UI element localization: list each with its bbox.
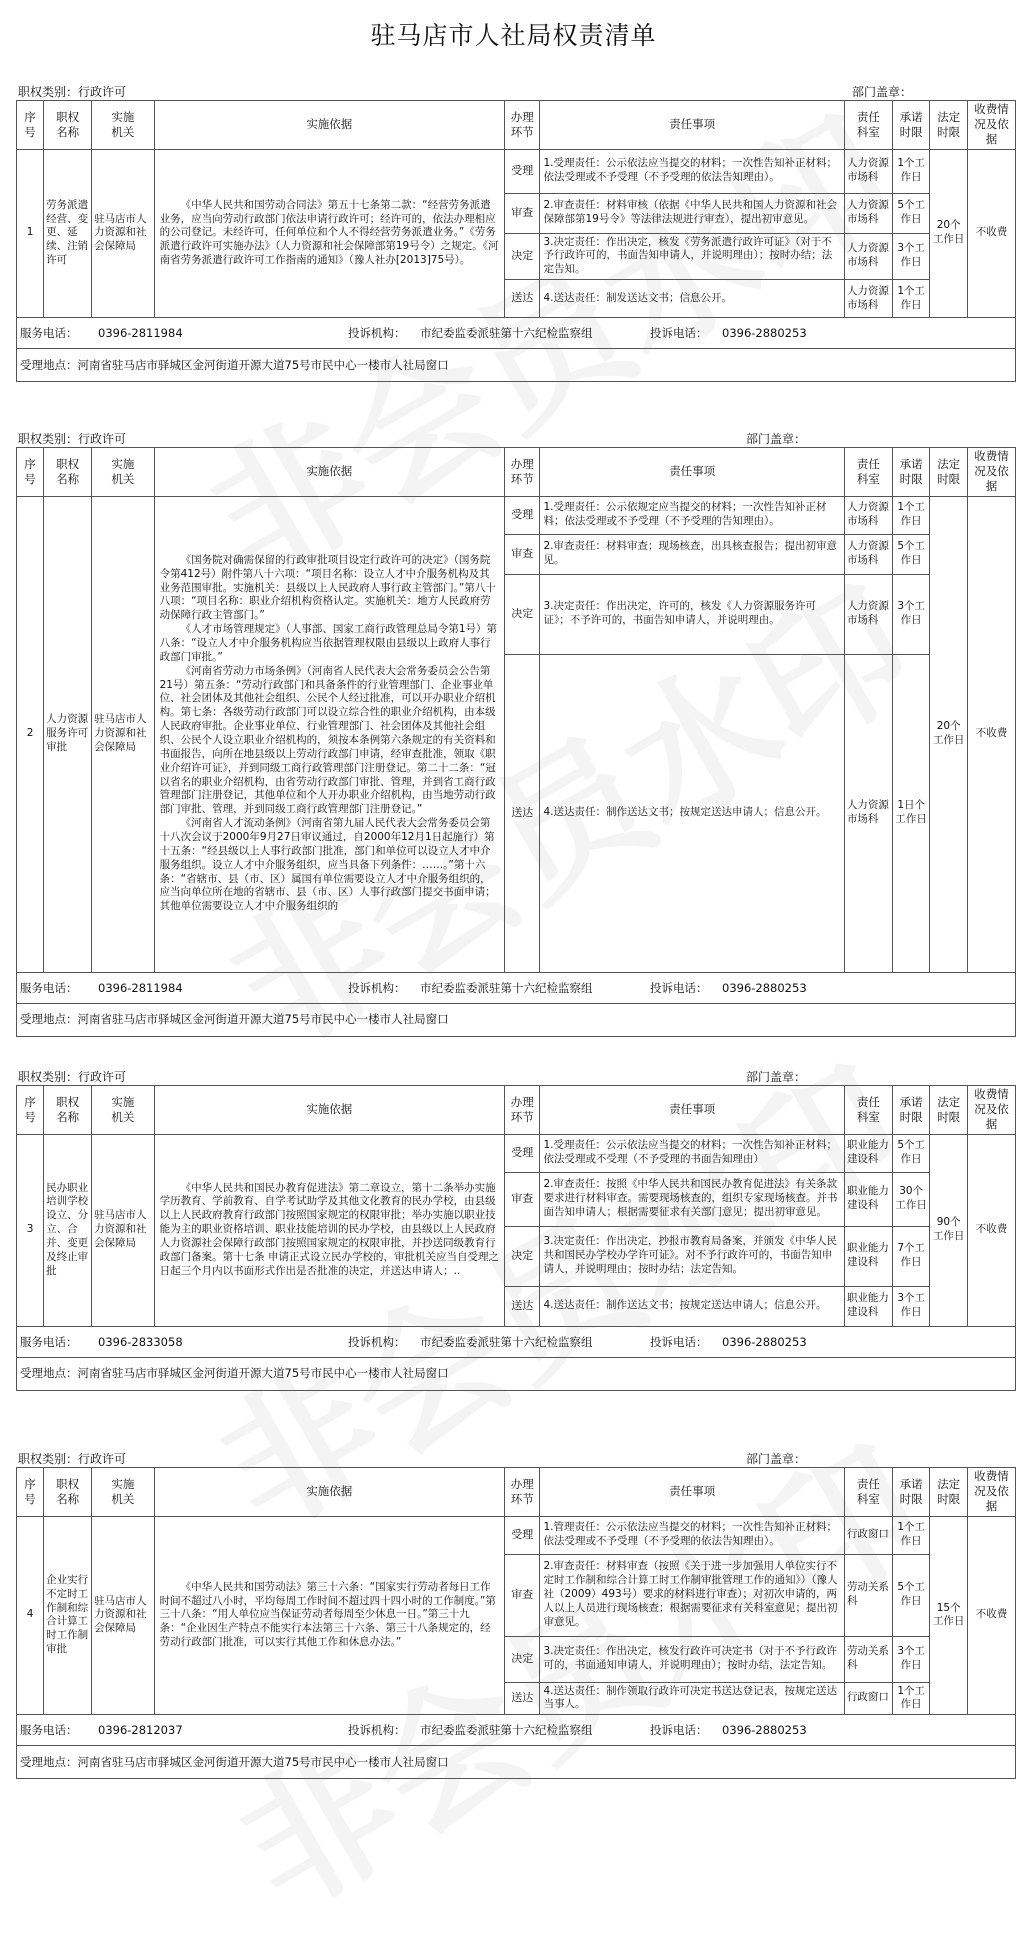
column-header (17, 448, 44, 497)
column-header-text: 承诺 (899, 109, 923, 124)
promise-time: 3个工作日 (892, 574, 930, 654)
column-header-text: 据 (985, 479, 998, 494)
column-header (17, 1468, 44, 1517)
column-header-text: 序 (24, 109, 36, 124)
column-header-text: 法定 (937, 109, 961, 124)
responsible-dept: 人力资源 市场科 (844, 534, 892, 574)
duty-item: 2.审查责任：材料审核（依据《中华人民共和国人力资源和社会保障部第19号令》等法律法规进行审查），提出初审意见。 (540, 193, 844, 233)
authority-table (16, 1467, 1016, 1779)
column-header (154, 101, 504, 150)
responsible-dept: 人力资源 市场科 (844, 233, 892, 280)
column-header-text: 机关 (111, 124, 135, 139)
column-header-text: 收费情 (974, 1469, 1009, 1483)
process-stage: 审查 (505, 193, 540, 233)
column-header-text: 实施依据 (306, 1102, 353, 1117)
column-header-text: 时限 (899, 1109, 923, 1124)
duty-item: 4.送达责任：制发送达文书；信息公开。 (540, 280, 844, 318)
column-header (505, 448, 540, 497)
responsible-dept: 人力资源 市场科 (844, 280, 892, 318)
column-header (44, 1468, 92, 1517)
implementing-org: 驻马店市人力资源和社会保障局 (92, 1134, 155, 1326)
column-header-text: 责任 (856, 456, 880, 471)
address-row (17, 1003, 1016, 1036)
promise-time: 1个工作日 (892, 1682, 930, 1715)
process-stage: 送达 (505, 1286, 540, 1326)
column-header-text: 职权 (56, 456, 80, 471)
authority-section (16, 82, 1016, 382)
column-header-text: 法定 (937, 456, 961, 471)
column-header-text: 责任事项 (669, 1484, 716, 1499)
column-header (505, 101, 540, 150)
process-stage: 决定 (505, 574, 540, 654)
process-stage: 送达 (505, 280, 540, 318)
column-header-text: 时限 (899, 1491, 923, 1506)
complaint-phone: 0396-2880253 (722, 1334, 807, 1349)
column-header-text: 责任 (856, 1476, 880, 1491)
promise-time: 3个工作日 (892, 1286, 930, 1326)
complaint-phone-label: 投诉电话： (650, 980, 708, 995)
complaint-phone: 0396-2880253 (722, 1723, 807, 1738)
responsible-dept: 劳动关系科 (844, 1554, 892, 1636)
column-header-text: 况及依 (974, 464, 1009, 479)
column-header-text: 法定 (937, 1094, 961, 1109)
responsible-dept: 职业能力建设科 (844, 1134, 892, 1172)
table-row (17, 1134, 1016, 1172)
duty-item: 4.送达责任：制作领取行政许可决定书送达登记表，按规定送达当事人。 (540, 1682, 844, 1715)
seal-label: 部门盖章： (746, 432, 807, 446)
promise-time: 7个工作日 (892, 1226, 930, 1286)
complaint-org: 市纪委监委派驻第十六纪检监察组 (420, 1723, 593, 1738)
column-header-text: 责任 (856, 1094, 880, 1109)
complaint-org-label: 投诉机构： (348, 1723, 406, 1738)
service-phone-label: 服务电话： (20, 1723, 78, 1738)
table-row (17, 149, 1016, 193)
column-header-text: 办理 (510, 1094, 534, 1109)
address-row (17, 349, 1016, 382)
authority-section (16, 1449, 1016, 1779)
seal-label: 部门盖章： (746, 1452, 807, 1466)
table-header-row (17, 101, 1016, 150)
promise-time: 3个工作日 (892, 1636, 930, 1682)
complaint-phone-label: 投诉电话： (650, 326, 708, 341)
column-header-text: 实施 (111, 1094, 135, 1109)
table-row (17, 496, 1016, 534)
category-label: 职权类别：行政许可 (18, 85, 127, 99)
column-header-text: 收费情 (974, 102, 1009, 116)
column-header-text: 环节 (510, 1109, 534, 1124)
process-stage: 送达 (505, 654, 540, 972)
column-header (892, 1086, 930, 1135)
category-label: 职权类别：行政许可 (18, 1452, 127, 1466)
column-header-text: 科室 (856, 124, 880, 139)
footer-row (17, 318, 1016, 349)
complaint-phone: 0396-2880253 (722, 980, 807, 995)
duty-item: 1.受理责任：公示依规定应当提交的材料；一次性告知补正材料；依法受理或不予受理（不予受理的告知理由）。 (540, 496, 844, 534)
column-header (505, 1468, 540, 1517)
duty-item: 3.决定责任：作出决定，核发行政许可决定书（对于不予行政许可的，书面通知申请人，并说明理由）；按时办结，法定告知。 (540, 1636, 844, 1682)
process-stage: 受理 (505, 149, 540, 193)
column-header (844, 1086, 892, 1135)
footer-row (17, 1326, 1016, 1357)
service-phone: 0396-2833058 (98, 1334, 183, 1349)
column-header (44, 101, 92, 150)
page-title: 驻马店市人社局权责清单 (370, 21, 657, 50)
column-header-text: 序 (24, 456, 36, 471)
column-header-text: 办理 (510, 109, 534, 124)
responsible-dept: 劳动关系科 (844, 1636, 892, 1682)
column-header (17, 101, 44, 150)
column-header (92, 1086, 155, 1135)
implementing-org: 驻马店市人力资源和社会保障局 (92, 496, 155, 972)
column-header-text: 办理 (510, 456, 534, 471)
service-phone-label: 服务电话： (20, 326, 78, 341)
promise-time: 3个工作日 (892, 233, 930, 280)
basis-paragraph: 《河南省劳动力市场条例》（河南省人民代表大会常务委员会公告第21号）第五条：“劳动行政部门和具备条件的行业管理部门、企业事业单位、社会团体及其他社会组织、公民个人经过批准，可以开办职业介绍机构。第七条：各级劳动行政部门可以设立综合性的职业介绍机构，由本级人民政府审批。企业事业单位、行业管理部门、社会团体及其他社会组织、公民个人设立职业介绍机构的，须按本条例第六条规定的有关资料和书面报告，向所在地县级以上劳动行政部门申请，经审查批准，领取《职业介绍许可证》，并到同级工商行政管理部门注册登记。第二十二条：“冠以省名的职业介绍机构，由省劳动行政部门审批、管理，并到省工商行政管理部门注册登记，其他单位和个人开办职业介绍机构，由当地劳动行政部门审批、管理，并到同级工商行政管理部门注册登记。” (159, 664, 496, 816)
responsible-dept: 行政窗口 (844, 1682, 892, 1715)
complaint-org-label: 投诉机构： (348, 1334, 406, 1349)
authority-table (16, 100, 1016, 382)
column-header (967, 1086, 1015, 1135)
process-stage: 受理 (505, 496, 540, 534)
seal-label: 部门盖章： (746, 1070, 807, 1084)
duty-item: 1.受理责任：公示依法应当提交的材料；一次性告知补正材料；依法受理或不受理（不予受理的书面告知理由） (540, 1134, 844, 1172)
column-header-text: 实施依据 (306, 1484, 353, 1499)
table-header-row (17, 1468, 1016, 1517)
column-header-text: 收费情 (974, 449, 1009, 463)
category-line (16, 82, 1016, 100)
address-row (17, 1746, 1016, 1779)
column-header (967, 101, 1015, 150)
complaint-org: 市纪委监委派驻第十六纪检监察组 (420, 980, 593, 995)
authority-name: 企业实行不定时工作制和综合计算工时工作制审批 (44, 1516, 92, 1715)
fee-info: 不收费 (967, 1134, 1015, 1326)
column-header (844, 448, 892, 497)
column-header (44, 448, 92, 497)
responsible-dept: 人力资源 市场科 (844, 149, 892, 193)
responsible-dept: 人力资源 市场科 (844, 574, 892, 654)
authority-name: 劳务派遣经营、变更、延续、注销许可 (44, 149, 92, 318)
process-stage: 审查 (505, 534, 540, 574)
category-label: 职权类别：行政许可 (18, 1070, 127, 1084)
responsible-dept: 职业能力建设科 (844, 1286, 892, 1326)
authority-name: 民办职业培训学校设立、分立、合并、变更及终止审批 (44, 1134, 92, 1326)
promise-time: 1个工作日 (892, 1516, 930, 1554)
service-phone-label: 服务电话： (20, 980, 78, 995)
table-header-row (17, 448, 1016, 497)
promise-time: 5个工作日 (892, 1554, 930, 1636)
responsible-dept: 人力资源 市场科 (844, 193, 892, 233)
promise-time: 5个工作日 (892, 534, 930, 574)
column-header-text: 职权 (56, 1094, 80, 1109)
column-header-text: 据 (985, 132, 998, 147)
process-stage: 审查 (505, 1172, 540, 1226)
duty-item: 2.审查责任：按照《中华人民共和国民办教育促进法》有关条款要求进行材料审查。需要现场核查的，组织专家现场核查。并书面告知申请人；根据需要征求有关部门意见；提出初审意见。 (540, 1172, 844, 1226)
implementing-org: 驻马店市人力资源和社会保障局 (92, 149, 155, 318)
table-header-row (17, 1086, 1016, 1135)
column-header-text: 环节 (510, 471, 534, 486)
column-header-text: 实施 (111, 1476, 135, 1491)
basis-paragraph: 《中华人民共和国民办教育促进法》第二章设立，第十二条举办实施学历教育、学前教育、自学考试助学及其他文化教育的民办学校，由县级以上人民政府教育行政部门按照国家规定的权限审批；举办实施以职业技能为主的职业资格培训、职业技能培训的民办学校，由县级以上人民政府人力资源社会保障行政部门按照国家规定的权限审批，并抄送同级教育行政部门备案。第十七条 申请正式设立民办学校的，审批机关应当自受理之日起三个月内以书面形式作出是否批准的决定，并送达申请人；.. (159, 1181, 499, 1277)
column-header (844, 101, 892, 150)
fee-info: 不收费 (967, 1516, 1015, 1715)
column-header (44, 1086, 92, 1135)
promise-time: 5个工作日 (892, 193, 930, 233)
item-number: 2 (17, 496, 44, 972)
column-header (892, 448, 930, 497)
item-number: 1 (17, 149, 44, 318)
column-header-text: 时限 (937, 124, 961, 139)
service-address: 受理地点：河南省驻马店市驿城区金河街道开源大道75号市民中心一楼市人社局窗口 (17, 349, 1016, 382)
column-header-text: 实施 (111, 109, 135, 124)
column-header-text: 科室 (856, 1491, 880, 1506)
legal-time: 20个工作日 (930, 496, 968, 972)
column-header-text: 名称 (56, 1491, 80, 1506)
basis-paragraph: 《中华人民共和国劳动法》第三十六条：“国家实行劳动者每日工作时间不超过八小时，平均每周工作时间不超过四十四小时的工作制度。”第三十八条：“用人单位应当保证劳动者每周至少休息一日。”第三十九条：“企业因生产特点不能实行本法第三十六条、第三十八条规定的，经劳动行政部门批准，可以实行其他工作和休息办法。” (159, 1580, 496, 1649)
complaint-org: 市纪委监委派驻第十六纪检监察组 (420, 1334, 593, 1349)
column-header-text: 机关 (111, 471, 135, 486)
promise-time: 5个工作日 (892, 1134, 930, 1172)
column-header (92, 101, 155, 150)
basis-paragraph: 《河南省人才流动条例》（河南省第九届人民代表大会常务委员会第十八次会议于2000年9月27日审议通过，自2000年12月1日起施行）第十五条：“经县级以上人事行政部门批准，部门和单位可以设立人才中介服务组织。设立人才中介服务组织，应当具备下列条件：……。”第十六条：“省辖市、县（市、区）属国有单位需要设立人才中介服务组织的，应当向单位所在地的省辖市、县（市、区）人事行政部门提交书面申请；其他单位需要设立人才中介服务组织的 (159, 817, 496, 913)
service-phone: 0396-2811984 (98, 326, 183, 341)
promise-time: 1个工作日 (892, 280, 930, 318)
column-header (92, 1468, 155, 1517)
duty-item: 4.送达责任：制作送达文书；按规定送达申请人；信息公开。 (540, 654, 844, 972)
duty-item: 4.送达责任：制作送达文书；按规定送达申请人；信息公开。 (540, 1286, 844, 1326)
column-header-text: 号 (24, 471, 36, 486)
process-stage: 决定 (505, 233, 540, 280)
footer-row (17, 972, 1016, 1003)
column-header-text: 序 (24, 1094, 36, 1109)
complaint-phone-label: 投诉电话： (650, 1723, 708, 1738)
column-header (92, 448, 155, 497)
column-header-text: 环节 (510, 1491, 534, 1506)
column-header-text: 号 (24, 1109, 36, 1124)
column-header-text: 号 (24, 124, 36, 139)
duty-item: 3.决定责任：作出决定，抄报市教育局备案，并颁发《中华人民共和国民办学校办学许可证》。对不予行政许可的，书面告知申请人，并说明理由；按时办结；法定告知。 (540, 1226, 844, 1286)
column-header (505, 1086, 540, 1135)
column-header-text: 责任事项 (669, 117, 716, 132)
column-header-text: 况及依 (974, 117, 1009, 132)
service-phone: 0396-2811984 (98, 980, 183, 995)
column-header (967, 1468, 1015, 1517)
process-stage: 受理 (505, 1516, 540, 1554)
service-phone-label: 服务电话： (20, 1334, 78, 1349)
column-header (930, 1468, 968, 1517)
column-header (930, 101, 968, 150)
column-header-text: 序 (24, 1476, 36, 1491)
column-header-text: 号 (24, 1491, 36, 1506)
responsible-dept: 职业能力建设科 (844, 1172, 892, 1226)
promise-time: 1个工作日 (892, 496, 930, 534)
column-header-text: 职权 (56, 1476, 80, 1491)
column-header-text: 责任事项 (669, 464, 716, 479)
complaint-phone-label: 投诉电话： (650, 1334, 708, 1349)
service-address: 受理地点：河南省驻马店市驿城区金河街道开源大道75号市民中心一楼市人社局窗口 (17, 1003, 1016, 1036)
column-header (540, 1086, 844, 1135)
implementing-org: 驻马店市人力资源和社会保障局 (92, 1516, 155, 1715)
column-header-text: 收费情 (974, 1087, 1009, 1101)
column-header-text: 职权 (56, 109, 80, 124)
category-label: 职权类别：行政许可 (18, 432, 127, 446)
column-header-text: 责任 (856, 109, 880, 124)
duty-item: 2.审查责任：材料审查；现场核查，出具核查报告；提出初审意见。 (540, 534, 844, 574)
column-header (930, 448, 968, 497)
column-header-text: 科室 (856, 1109, 880, 1124)
column-header-text: 承诺 (899, 1094, 923, 1109)
promise-time: 1个工作日 (892, 149, 930, 193)
item-number: 3 (17, 1134, 44, 1326)
responsible-dept: 行政窗口 (844, 1516, 892, 1554)
column-header-text: 名称 (56, 124, 80, 139)
column-header-text: 据 (985, 1499, 998, 1514)
column-header (540, 1468, 844, 1517)
column-header-text: 实施 (111, 456, 135, 471)
table-row (17, 1516, 1016, 1554)
process-stage: 审查 (505, 1554, 540, 1636)
complaint-org: 市纪委监委派驻第十六纪检监察组 (420, 326, 593, 341)
fee-info: 不收费 (967, 149, 1015, 318)
column-header (892, 1468, 930, 1517)
column-header-text: 况及依 (974, 1484, 1009, 1499)
column-header-text: 时限 (937, 1109, 961, 1124)
column-header (154, 1468, 504, 1517)
column-header-text: 名称 (56, 1109, 80, 1124)
responsible-dept: 人力资源 市场科 (844, 496, 892, 534)
legal-time: 90个工作日 (930, 1134, 968, 1326)
seal-label: 部门盖章： (852, 85, 913, 99)
column-header-text: 名称 (56, 471, 80, 486)
service-address: 受理地点：河南省驻马店市驿城区金河街道开源大道75号市民中心一楼市人社局窗口 (17, 1746, 1016, 1779)
legal-time: 15个工作日 (930, 1516, 968, 1715)
process-stage: 送达 (505, 1682, 540, 1715)
column-header-text: 环节 (510, 124, 534, 139)
column-header-text: 时限 (899, 471, 923, 486)
legal-basis (154, 1134, 504, 1326)
column-header-text: 实施依据 (306, 117, 353, 132)
column-header-text: 机关 (111, 1109, 135, 1124)
column-header-text: 时限 (937, 1491, 961, 1506)
column-header (17, 1086, 44, 1135)
column-header-text: 时限 (937, 471, 961, 486)
column-header (967, 448, 1015, 497)
column-header-text: 科室 (856, 471, 880, 486)
complaint-phone: 0396-2880253 (722, 326, 807, 341)
category-line (16, 429, 1016, 447)
duty-item: 1.管理责任：公示依法应当提交的材料；一次性告知补正材料；依法受理或不予受理（不予受理的依法告知理由）。 (540, 1516, 844, 1554)
authority-section (16, 429, 1016, 1037)
column-header-text: 办理 (510, 1476, 534, 1491)
legal-basis (154, 1516, 504, 1715)
basis-paragraph: 《中华人民共和国劳动合同法》第五十七条第二款：“经营劳务派遣业务，应当向劳动行政部门依法申请行政许可；经许可的，依法办理相应的公司登记。未经许可，任何单位和个人不得经营劳务派遣业务。”《劳务派遣行政许可实施办法》（人力资源和社会保障部第19号令）之规定。《河南省劳务派遣行政许可工作指南的通知》（豫人社办[2013]75号）。 (159, 198, 499, 267)
authority-table (16, 1085, 1016, 1391)
promise-time: 30个工作日 (892, 1172, 930, 1226)
responsible-dept: 人力资源 市场科 (844, 654, 892, 972)
column-header (154, 1086, 504, 1135)
basis-paragraph: 《人才市场管理规定》（人事部、国家工商行政管理总局令第1号）第八条：“设立人才中介服务机构应当依据管理权限由县级以上政府人事行政部门审批。” (159, 623, 498, 663)
authority-table (16, 447, 1016, 1037)
column-header-text: 况及依 (974, 1102, 1009, 1117)
basis-paragraph: 《国务院对确需保留的行政审批项目设定行政许可的决定》（国务院令第412号）附件第八十六项：“项目名称：设立人才中介服务机构及其业务范围审批。实施机关：县级以上人民政府人事行政主管部门。”第八十八项：“项目名称：职业介绍机构资格认定。实施机关：地方人民政府劳动保障行政主管部门。” (159, 553, 496, 622)
category-line (16, 1449, 1016, 1467)
duty-item: 1.受理责任：公示依法应当提交的材料；一次性告知补正材料；依法受理或不予受理（不予受理的依法告知理由）。 (540, 149, 844, 193)
category-line (16, 1067, 1016, 1085)
footer-row (17, 1715, 1016, 1746)
column-header (154, 448, 504, 497)
column-header-text: 机关 (111, 1491, 135, 1506)
service-address: 受理地点：河南省驻马店市驿城区金河街道开源大道75号市民中心一楼市人社局窗口 (17, 1357, 1016, 1390)
service-phone: 0396-2812037 (98, 1723, 183, 1738)
column-header-text: 时限 (899, 124, 923, 139)
process-stage: 决定 (505, 1636, 540, 1682)
fee-info: 不收费 (967, 496, 1015, 972)
duty-item: 3.决定责任：作出决定，许可的，核发《人力资源服务许可证》；不予许可的，书面告知申请人，并说明理由。 (540, 574, 844, 654)
promise-time: 1日个工作日 (892, 654, 930, 972)
column-header-text: 承诺 (899, 1476, 923, 1491)
process-stage: 决定 (505, 1226, 540, 1286)
legal-time: 20个工作日 (930, 149, 968, 318)
item-number: 4 (17, 1516, 44, 1715)
responsible-dept: 职业能力建设科 (844, 1226, 892, 1286)
duty-item: 2.审查责任：材料审查（按照《关于进一步加强用人单位实行不定时工作制和综合计算工时工作制审批管理工作的通知》）（豫人社（2009）493号）要求的材料进行审查）；对初次申请的，两人以上人员进行现场核查；根据需要征求有关科室意见；提出初审意见。 (540, 1554, 844, 1636)
authority-name: 人力资源服务许可审批 (44, 496, 92, 972)
column-header (844, 1468, 892, 1517)
address-row (17, 1357, 1016, 1390)
column-header-text: 据 (985, 1117, 998, 1132)
column-header-text: 实施依据 (306, 464, 353, 479)
column-header (540, 448, 844, 497)
column-header-text: 责任事项 (669, 1102, 716, 1117)
authority-section (16, 1067, 1016, 1391)
complaint-org-label: 投诉机构： (348, 326, 406, 341)
column-header (892, 101, 930, 150)
legal-basis (154, 149, 504, 318)
column-header (540, 101, 844, 150)
column-header (930, 1086, 968, 1135)
duty-item: 3.决定责任：作出决定，核发《劳务派遣行政许可证》（对于不予行政许可的，书面告知申请人，并说明理由）；按时办结；法定告知。 (540, 233, 844, 280)
column-header-text: 承诺 (899, 456, 923, 471)
legal-basis (154, 496, 504, 972)
process-stage: 受理 (505, 1134, 540, 1172)
column-header-text: 法定 (937, 1476, 961, 1491)
complaint-org-label: 投诉机构： (348, 980, 406, 995)
